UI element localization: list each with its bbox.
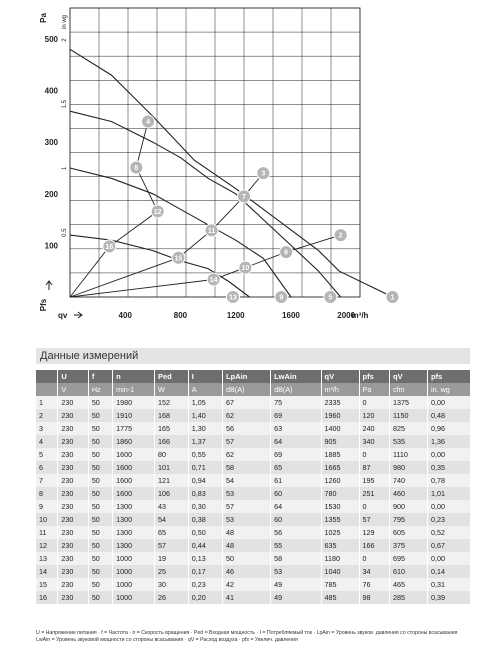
table-cell: 106 (154, 487, 188, 500)
table-cell: 1600 (113, 448, 155, 461)
table-cell: 1260 (321, 474, 359, 487)
table-cell: 152 (154, 396, 188, 409)
y-unit-label: Pa (39, 13, 48, 23)
table-cell: 1 (36, 396, 58, 409)
table-cell: 1,05 (188, 396, 222, 409)
table-cell: 50 (88, 461, 112, 474)
table-cell: 30 (154, 578, 188, 591)
legend-line-1: U = Напряжение питания · f = Частота · n = Скорость вращения · Ped = Входная мощность · I = Потребляемый ток · LpAin = Уровень звуков. давления со стороны всасывания (36, 630, 458, 636)
table-cell: 121 (154, 474, 188, 487)
header-symbol-0 (36, 370, 58, 383)
table-cell: 0,78 (428, 474, 470, 487)
table-cell: 1,37 (188, 435, 222, 448)
table-cell: 56 (271, 526, 321, 539)
table-cell: 0,44 (188, 539, 222, 552)
table-cell: 780 (321, 487, 359, 500)
header-symbol-5: I (188, 370, 222, 383)
header-symbol-8: qV (321, 370, 359, 383)
x-tick-label: 800 (173, 311, 188, 320)
table-cell: 1,01 (428, 487, 470, 500)
table-cell: 785 (321, 578, 359, 591)
table-cell: 50 (88, 396, 112, 409)
table-cell: 19 (154, 552, 188, 565)
table-cell: 65 (271, 461, 321, 474)
table-cell: 230 (58, 565, 88, 578)
table-cell: 57 (154, 539, 188, 552)
measurement-table (36, 370, 470, 604)
table-row (36, 565, 470, 578)
table-cell: 0,55 (188, 448, 222, 461)
table-cell: 0,50 (188, 526, 222, 539)
table-cell: 230 (58, 396, 88, 409)
table-cell: 0,35 (428, 461, 470, 474)
table-cell: 50 (88, 474, 112, 487)
table-cell: 230 (58, 409, 88, 422)
x-tick-label: 1600 (282, 311, 300, 320)
table-cell: 46 (223, 565, 271, 578)
table-cell: 50 (88, 526, 112, 539)
table-cell: 0,83 (188, 487, 222, 500)
table-cell: 42 (223, 578, 271, 591)
table-cell: 0,31 (428, 578, 470, 591)
x-unit-label: m³/h (351, 311, 369, 320)
table-cell: 4 (36, 435, 58, 448)
table-cell: 60 (271, 513, 321, 526)
header-unit-0 (36, 383, 58, 396)
table-cell: 56 (223, 422, 271, 435)
table-cell: 57 (359, 513, 389, 526)
table-cell: 230 (58, 578, 88, 591)
table-cell: 230 (58, 513, 88, 526)
header-symbol-4: Ped (154, 370, 188, 383)
table-cell: 1,36 (428, 435, 470, 448)
table-cell: 0,20 (188, 591, 222, 604)
table-cell: 0,00 (428, 448, 470, 461)
table-cell: 168 (154, 409, 188, 422)
header-symbol-10: qV (389, 370, 427, 383)
table-cell: 695 (389, 552, 427, 565)
section-title: Данные измерений (36, 348, 470, 364)
table-cell: 1775 (113, 422, 155, 435)
table-cell: 12 (36, 539, 58, 552)
operating-point-label: 2 (338, 232, 343, 240)
table-cell: 230 (58, 435, 88, 448)
table-cell: 49 (271, 578, 321, 591)
table-cell: 60 (271, 487, 321, 500)
table-cell: 375 (389, 539, 427, 552)
header-symbol-6: LpAin (223, 370, 271, 383)
table-cell: 1885 (321, 448, 359, 461)
operating-point-label: 13 (229, 294, 237, 302)
table-cell: 69 (271, 448, 321, 461)
x-tick-label: 1200 (226, 311, 245, 320)
table-cell: 1000 (113, 552, 155, 565)
table-cell: 230 (58, 539, 88, 552)
table-cell: 1025 (321, 526, 359, 539)
table-cell: 251 (359, 487, 389, 500)
table-cell: 6 (36, 461, 58, 474)
table-row (36, 474, 470, 487)
operating-point-label: 11 (207, 228, 216, 236)
table-cell: 8 (36, 487, 58, 500)
table-cell: 0 (359, 448, 389, 461)
table-cell: 605 (389, 526, 427, 539)
table-cell: 1600 (113, 461, 155, 474)
table-cell: 50 (88, 565, 112, 578)
y2-tick-label: 1.5 (62, 100, 68, 109)
table-cell: 16 (36, 591, 58, 604)
table-cell: 98 (359, 591, 389, 604)
operating-point-label: 7 (242, 193, 246, 201)
table-cell: 50 (88, 578, 112, 591)
table-header-symbols (36, 370, 470, 383)
table-cell: 50 (88, 487, 112, 500)
table-row (36, 552, 470, 565)
y-tick-label: 100 (44, 241, 58, 251)
y2-tick-label: 1 (62, 166, 68, 171)
y-axis-label: Pfs (39, 298, 48, 312)
operating-point-label: 4 (146, 119, 150, 127)
x-tick-label: 400 (118, 311, 132, 320)
table-cell: 0,52 (428, 526, 470, 539)
table-cell: 75 (271, 396, 321, 409)
y2-unit-label: in wg (62, 14, 68, 30)
table-cell: 48 (223, 526, 271, 539)
operating-point-label: 15 (174, 255, 183, 263)
table-cell: 0,00 (428, 396, 470, 409)
table-cell: 230 (58, 474, 88, 487)
table-cell: 0,23 (188, 578, 222, 591)
table-cell: 635 (321, 539, 359, 552)
table-cell: 13 (36, 552, 58, 565)
table-cell: 62 (223, 409, 271, 422)
table-cell: 76 (359, 578, 389, 591)
table-row (36, 396, 470, 409)
table-cell: 980 (389, 461, 427, 474)
header-unit-5: A (188, 383, 222, 396)
table-cell: 1,40 (188, 409, 222, 422)
operating-point-label: 6 (284, 249, 289, 257)
table-cell: 1300 (113, 539, 155, 552)
table-cell: 41 (223, 591, 271, 604)
operating-point-label: 9 (279, 294, 284, 302)
table-cell: 1180 (321, 552, 359, 565)
header-symbol-11: pfs (428, 370, 470, 383)
table-cell: 1355 (321, 513, 359, 526)
table-cell: 230 (58, 552, 88, 565)
table-cell: 50 (223, 552, 271, 565)
table-cell: 55 (271, 539, 321, 552)
table-cell: 50 (88, 409, 112, 422)
y2-tick-label: 0.5 (62, 228, 68, 237)
table-cell: 0,96 (428, 422, 470, 435)
operating-point-label: 1 (390, 294, 395, 302)
table-cell: 0,17 (188, 565, 222, 578)
operating-point-label: 5 (328, 294, 333, 302)
y-tick-label: 200 (44, 189, 58, 199)
table-cell: 10 (36, 513, 58, 526)
table-cell: 230 (58, 526, 88, 539)
table-cell: 53 (223, 513, 271, 526)
legend-line-2: LwAin = Уровень звуковой мощности со стороны всасывания · qV = Расход воздуха · pfs = Увелич. давления (36, 637, 298, 643)
table-cell: 54 (154, 513, 188, 526)
table-cell: 2 (36, 409, 58, 422)
table-cell: 230 (58, 500, 88, 513)
y-tick-label: 300 (44, 138, 58, 148)
table-cell: 57 (223, 500, 271, 513)
table-cell: 0,39 (428, 591, 470, 604)
table-cell: 465 (389, 578, 427, 591)
table-cell: 795 (389, 513, 427, 526)
table-cell: 50 (88, 500, 112, 513)
table-row (36, 591, 470, 604)
table-cell: 49 (271, 591, 321, 604)
table-cell: 0,13 (188, 552, 222, 565)
table-cell: 905 (321, 435, 359, 448)
table-cell: 54 (223, 474, 271, 487)
table-cell: 1960 (321, 409, 359, 422)
table-cell: 0,67 (428, 539, 470, 552)
table-row (36, 435, 470, 448)
table-cell: 1400 (321, 422, 359, 435)
header-symbol-9: pfs (359, 370, 389, 383)
y2-tick-label: 2 (62, 38, 68, 42)
table-cell: 0 (359, 552, 389, 565)
table-cell: 166 (154, 435, 188, 448)
table-row (36, 578, 470, 591)
operating-point-label: 10 (241, 265, 250, 273)
table-cell: 48 (223, 539, 271, 552)
table-body (36, 396, 470, 604)
table-cell: 63 (271, 422, 321, 435)
fan-curve-line (70, 111, 341, 297)
table-cell: 1530 (321, 500, 359, 513)
table-cell: 64 (271, 435, 321, 448)
table-cell: 9 (36, 500, 58, 513)
table-cell: 1150 (389, 409, 427, 422)
table-cell: 1980 (113, 396, 155, 409)
header-unit-9: Pa (359, 383, 389, 396)
y-tick-label: 400 (44, 86, 58, 96)
table-cell: 1665 (321, 461, 359, 474)
table-cell: 900 (389, 500, 427, 513)
table-cell: 1860 (113, 435, 155, 448)
header-symbol-1: U (58, 370, 88, 383)
table-cell: 240 (359, 422, 389, 435)
table-cell: 340 (359, 435, 389, 448)
table-cell: 0,94 (188, 474, 222, 487)
header-unit-2: Hz (88, 383, 112, 396)
table-cell: 64 (271, 500, 321, 513)
table-row (36, 461, 470, 474)
x-arrow-icon (74, 312, 82, 318)
table-cell: 129 (359, 526, 389, 539)
table-cell: 58 (271, 552, 321, 565)
fan-curve-line (70, 49, 393, 297)
table-cell: 195 (359, 474, 389, 487)
table-cell: 460 (389, 487, 427, 500)
table-header-units (36, 383, 470, 396)
table-cell: 1110 (389, 448, 427, 461)
table-cell: 1,30 (188, 422, 222, 435)
header-symbol-2: f (88, 370, 112, 383)
table-cell: 825 (389, 422, 427, 435)
table-cell: 50 (88, 539, 112, 552)
header-unit-3: min-1 (113, 383, 155, 396)
y-arrow-icon (46, 281, 52, 290)
table-cell: 166 (359, 539, 389, 552)
table-cell: 26 (154, 591, 188, 604)
table-cell: 0 (359, 500, 389, 513)
header-unit-6: dB(A) (223, 383, 271, 396)
table-cell: 0,48 (428, 409, 470, 422)
table-cell: 53 (223, 487, 271, 500)
table-cell: 285 (389, 591, 427, 604)
fan-curve-line (70, 168, 291, 297)
table-cell: 1375 (389, 396, 427, 409)
table-cell: 58 (223, 461, 271, 474)
table-cell: 610 (389, 565, 427, 578)
table-cell: 230 (58, 487, 88, 500)
table-cell: 69 (271, 409, 321, 422)
table-cell: 1910 (113, 409, 155, 422)
operating-point-label: 12 (153, 208, 162, 216)
table-cell: 120 (359, 409, 389, 422)
table-cell: 740 (389, 474, 427, 487)
table-cell: 80 (154, 448, 188, 461)
abbreviation-legend (36, 630, 476, 644)
table-row (36, 487, 470, 500)
table-cell: 230 (58, 448, 88, 461)
table-cell: 0,30 (188, 500, 222, 513)
table-cell: 43 (154, 500, 188, 513)
table-cell: 50 (88, 448, 112, 461)
table-cell: 50 (88, 591, 112, 604)
operating-point-label: 8 (134, 165, 139, 173)
table-cell: 1600 (113, 474, 155, 487)
table-row (36, 526, 470, 539)
header-unit-4: W (154, 383, 188, 396)
table-cell: 230 (58, 461, 88, 474)
table-row (36, 513, 470, 526)
header-symbol-3: n (113, 370, 155, 383)
table-cell: 50 (88, 435, 112, 448)
table-cell: 1000 (113, 578, 155, 591)
table-cell: 1300 (113, 500, 155, 513)
table-cell: 0,23 (428, 513, 470, 526)
table-cell: 101 (154, 461, 188, 474)
table-cell: 0,00 (428, 500, 470, 513)
table-cell: 11 (36, 526, 58, 539)
table-cell: 50 (88, 552, 112, 565)
table-cell: 165 (154, 422, 188, 435)
table-cell: 230 (58, 591, 88, 604)
table-cell: 1000 (113, 565, 155, 578)
table-row (36, 500, 470, 513)
table-cell: 2335 (321, 396, 359, 409)
operating-point-label: 3 (261, 170, 266, 178)
table-cell: 535 (389, 435, 427, 448)
header-symbol-7: LwAin (271, 370, 321, 383)
table-cell: 0,71 (188, 461, 222, 474)
table-cell: 87 (359, 461, 389, 474)
table-cell: 1300 (113, 513, 155, 526)
table-row (36, 409, 470, 422)
x-tick-label: 2000 (337, 311, 356, 320)
table-cell: 67 (223, 396, 271, 409)
table-cell: 50 (88, 513, 112, 526)
operating-point-label: 16 (105, 244, 114, 252)
x-axis-label: qv (58, 311, 68, 320)
header-unit-10: cfm (389, 383, 427, 396)
table-row (36, 422, 470, 435)
table-cell: 14 (36, 565, 58, 578)
table-row (36, 539, 470, 552)
y-tick-label: 500 (44, 34, 58, 44)
table-cell: 1300 (113, 526, 155, 539)
table-cell: 34 (359, 565, 389, 578)
table-cell: 7 (36, 474, 58, 487)
table-cell: 50 (88, 422, 112, 435)
table-cell: 15 (36, 578, 58, 591)
table-row (36, 448, 470, 461)
table-cell: 53 (271, 565, 321, 578)
header-unit-8: m³/h (321, 383, 359, 396)
table-cell: 65 (154, 526, 188, 539)
table-cell: 0,00 (428, 552, 470, 565)
table-cell: 1040 (321, 565, 359, 578)
table-cell: 3 (36, 422, 58, 435)
table-cell: 0,38 (188, 513, 222, 526)
table-cell: 62 (223, 448, 271, 461)
operating-point-label: 14 (209, 277, 218, 285)
header-unit-7: dB(A) (271, 383, 321, 396)
table-cell: 1000 (113, 591, 155, 604)
table-cell: 0,14 (428, 565, 470, 578)
table-cell: 1600 (113, 487, 155, 500)
table-cell: 5 (36, 448, 58, 461)
table-cell: 0 (359, 396, 389, 409)
table-cell: 61 (271, 474, 321, 487)
table-cell: 485 (321, 591, 359, 604)
table-cell: 57 (223, 435, 271, 448)
table-cell: 25 (154, 565, 188, 578)
header-unit-1: V (58, 383, 88, 396)
system-curve-line (70, 122, 158, 298)
table-cell: 230 (58, 422, 88, 435)
header-unit-11: in. wg (428, 383, 470, 396)
